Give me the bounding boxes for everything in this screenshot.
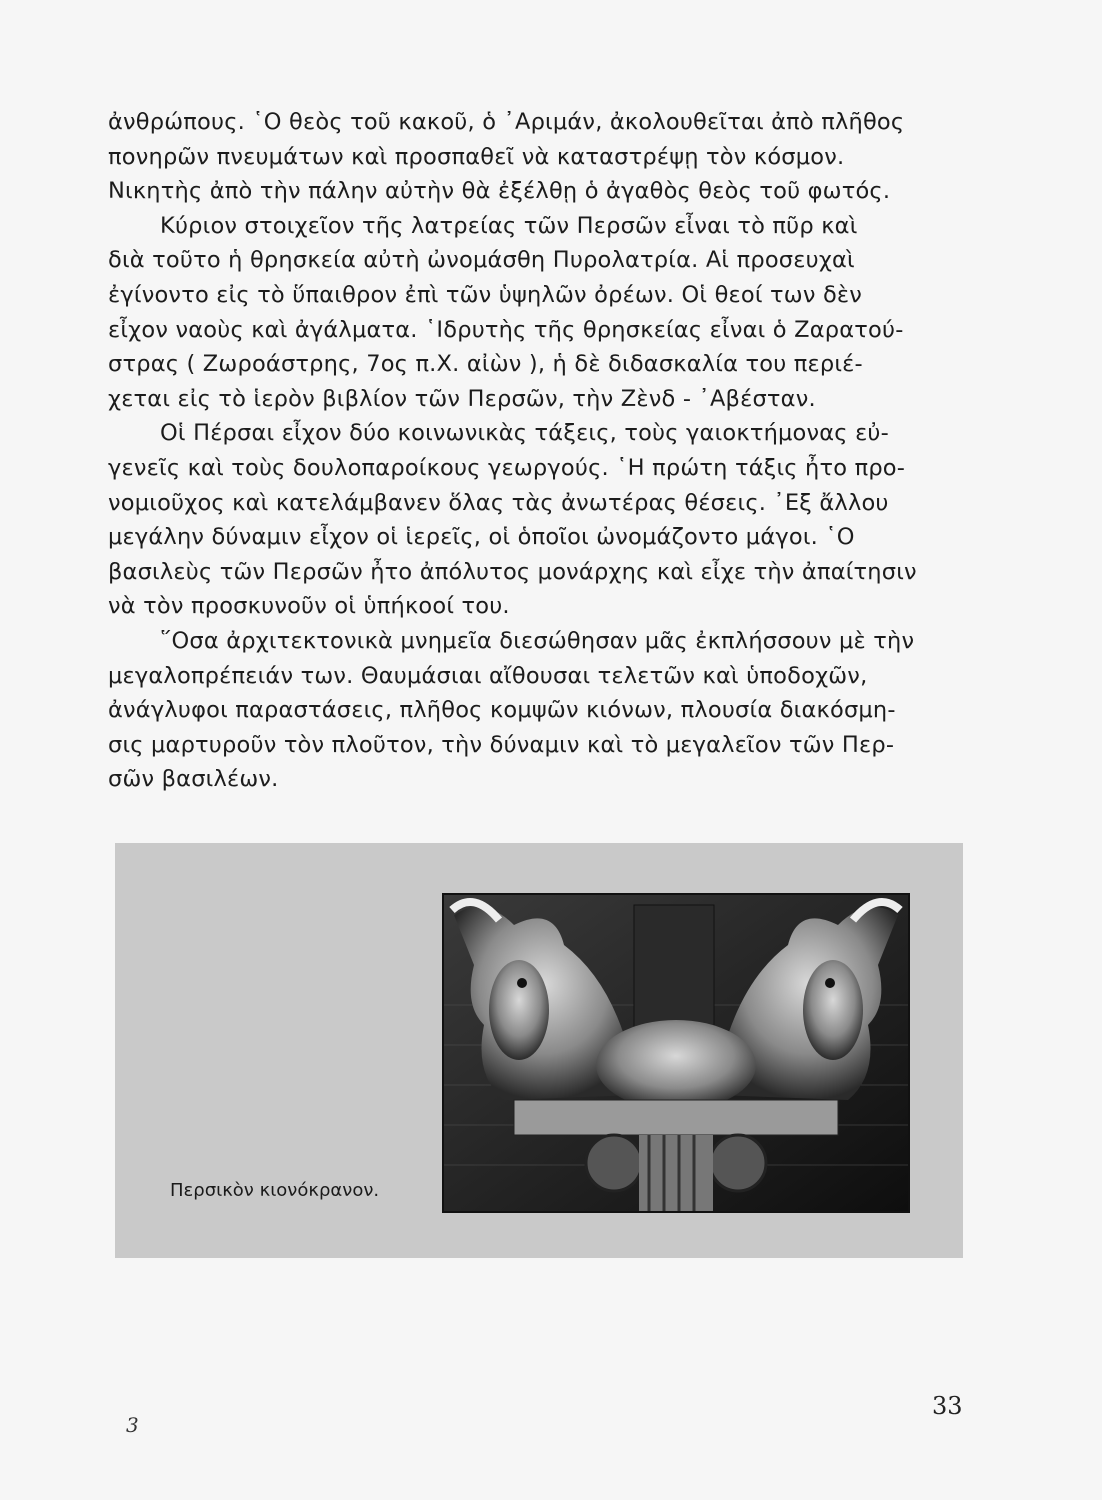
text-line: πονηρῶν πνευμάτων καὶ προσπαθεῖ νὰ καταστρέψῃ τὸν κόσμον. <box>108 143 845 170</box>
text-line: Οἱ Πέρσαι εἶχον δύο κοινωνικὰς τάξεις, τοὺς γαιοκτήμονας εὐ- <box>160 420 889 447</box>
figure-caption: Περσικὸν κιονόκρανον. <box>170 1180 380 1201</box>
paragraph-4 <box>108 624 956 797</box>
text-line: βασιλεὺς τῶν Περσῶν ἦτο ἀπόλυτος μονάρχης καὶ εἶχε τὴν ἀπαίτησιν <box>108 558 917 585</box>
text-line: σις μαρτυροῦν τὸν πλοῦτον, τὴν δύναμιν καὶ τὸ μεγαλεῖον τῶν Περ- <box>108 731 895 758</box>
text-line: νομιοῦχος καὶ κατελάμβανεν ὅλας τὰς ἀνωτέρας θέσεις. ᾽Εξ ἄλλου <box>108 489 889 516</box>
text-line: σῶν βασιλέων. <box>108 766 279 793</box>
text-line: Νικητὴς ἀπὸ τὴν πάλην αὐτὴν θὰ ἐξέλθῃ ὁ ἀγαθὸς θεὸς τοῦ φωτός. <box>108 178 891 205</box>
paragraph-3 <box>108 416 956 624</box>
text-line: μεγάλην δύναμιν εἶχον οἱ ἱερεῖς, οἱ ὁποῖοι ὠνομάζοντο μάγοι. ῾Ο <box>108 524 855 551</box>
signature-mark: 3 <box>126 1413 139 1437</box>
page-number: 33 <box>932 1392 963 1420</box>
text-line: χεται εἰς τὸ ἱερὸν βιβλίον τῶν Περσῶν, τὴν Ζὲνδ - ᾽Αβέσταν. <box>108 385 816 412</box>
paragraph-1 <box>108 105 956 209</box>
persian-capital-photo <box>442 893 910 1213</box>
figure-panel <box>115 843 963 1258</box>
text-line: ἐγίνοντο εἰς τὸ ὕπαιθρον ἐπὶ τῶν ὑψηλῶν ὀρέων. Οἱ θεοί των δὲν <box>108 281 863 308</box>
paragraph-2 <box>108 209 956 417</box>
body-text <box>108 105 956 797</box>
text-line: ἀνάγλυφοι παραστάσεις, πλῆθος κομψῶν κιόνων, πλουσία διακόσμη- <box>108 697 896 724</box>
text-line: νὰ τὸν προσκυνοῦν οἱ ὑπήκοοί του. <box>108 593 510 620</box>
text-line: διὰ τοῦτο ἡ θρησκεία αὐτὴ ὠνομάσθη Πυρολατρία. Αἱ προσευχαὶ <box>108 247 855 274</box>
persian-capital-illustration <box>444 895 908 1211</box>
text-line: εἶχον ναοὺς καὶ ἀγάλματα. ῾Ιδρυτὴς τῆς θρησκείας εἶναι ὁ Ζαρατού- <box>108 316 904 343</box>
text-line: γενεῖς καὶ τοὺς δουλοπαροίκους γεωργούς. ῾Η πρώτη τάξις ἦτο προ- <box>108 454 906 481</box>
text-line: ἀνθρώπους. ῾Ο θεὸς τοῦ κακοῦ, ὁ ᾽Αριμάν, ἀκολουθεῖται ἀπὸ πλῆθος <box>108 109 905 135</box>
text-line: Κύριον στοιχεῖον τῆς λατρείας τῶν Περσῶν εἶναι τὸ πῦρ καὶ <box>160 212 858 239</box>
text-line: ῞Οσα ἀρχιτεκτονικὰ μνημεῖα διεσώθησαν μᾶς ἐκπλήσσουν μὲ τὴν <box>160 627 915 654</box>
text-line: στρας ( Ζωροάστρης, 7ος π.Χ. αἰὼν ), ἡ δὲ διδασκαλία του περιέ- <box>108 351 863 378</box>
text-line: μεγαλοπρέπειάν των. Θαυμάσιαι αἴθουσαι τελετῶν καὶ ὑποδοχῶν, <box>108 662 868 689</box>
